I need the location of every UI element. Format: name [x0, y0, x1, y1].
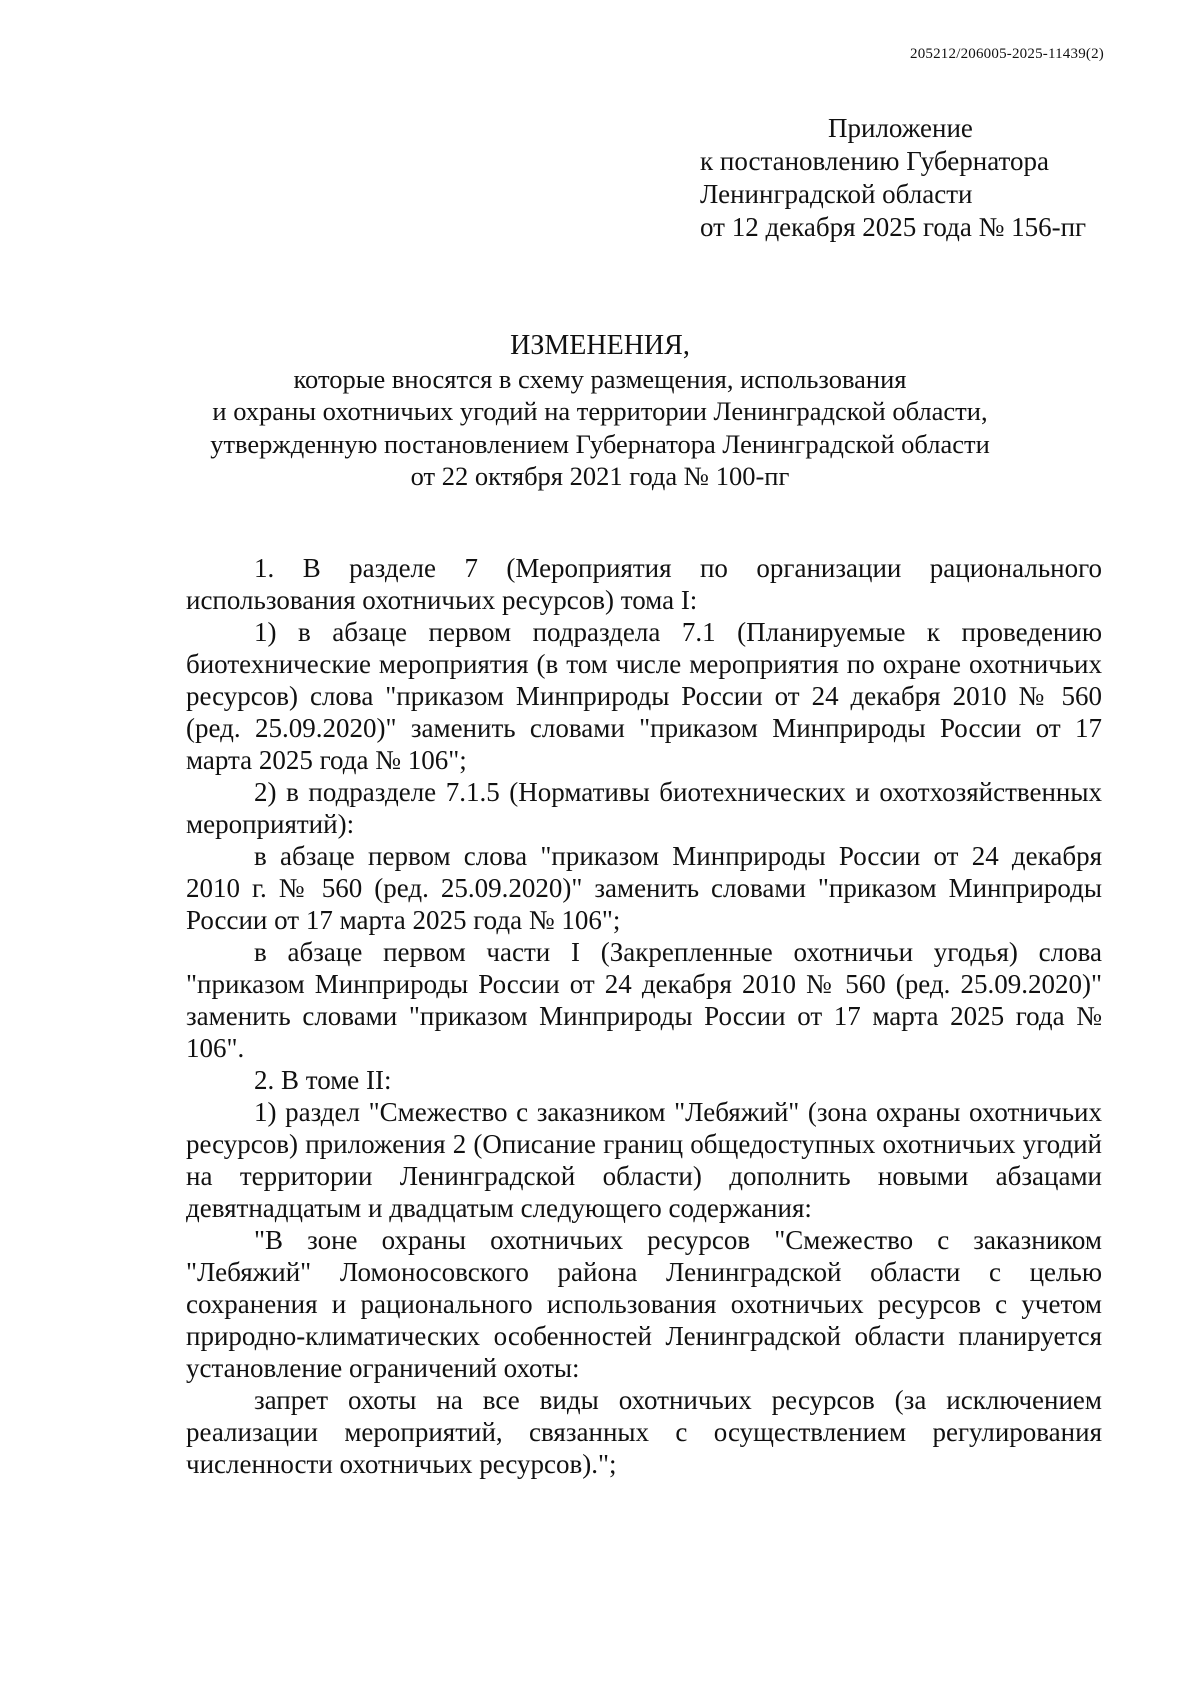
- paragraph-item-1-2: 2) в подразделе 7.1.5 (Нормативы биотехнических и охотхозяйственных мероприятий):: [186, 777, 1102, 839]
- document-registration-number: 205212/206005-2025-11439(2): [910, 46, 1104, 62]
- paragraph-quote-2: запрет охоты на все виды охотничьих ресурсов (за исключением реализации мероприятий, связанных с осуществлением регулирования численности охотничьих ресурсов).";: [186, 1385, 1102, 1479]
- appendix-line-region: Ленинградской области: [700, 179, 973, 209]
- appendix-block: [700, 112, 1086, 244]
- appendix-line-decree: к постановлению Губернатора: [700, 146, 1049, 176]
- appendix-line-date: от 12 декабря 2025 года № 156-пг: [700, 212, 1087, 242]
- document-body: [186, 552, 1102, 1480]
- paragraph-item-1-1: 1) в абзаце первом подраздела 7.1 (Планируемые к проведению биотехнические мероприятия (в том числе мероприятия по охране охотничьих ресурсов) слова "приказом Минприроды России от 24 декабря 2010 № 560 (ред. 25.09.2020)" заменить словами "приказом Минприроды России от 17 марта 2025 года № 106";: [186, 617, 1102, 775]
- paragraph-section-1: 1. В разделе 7 (Мероприятия по организации рационального использования охотничьих ресурсов) тома I:: [186, 553, 1102, 615]
- document-title: ИЗМЕНЕНИЯ,: [510, 330, 690, 361]
- paragraph-item-1-2-b: в абзаце первом части I (Закрепленные охотничьи угодья) слова "приказом Минприроды России от 24 декабря 2010 № 560 (ред. 25.09.2020)" заменить словами "приказом Минприроды России от 17 марта 2025 года № 106".: [186, 937, 1102, 1063]
- paragraph-section-2: 2. В томе II:: [254, 1065, 392, 1095]
- document-subtitle-line-3: утвержденную постановлением Губернатора Ленинградской области: [210, 428, 990, 459]
- document-subtitle-line-4: от 22 октября 2021 года № 100-пг: [410, 461, 790, 491]
- document-subtitle-line-1: которые вносятся в схему размещения, использования: [293, 363, 907, 394]
- paragraph-item-2-1: 1) раздел "Смежество с заказником "Лебяжий" (зона охраны охотничьих ресурсов) приложения 2 (Описание границ общедоступных охотничьих угодий на территории Ленинградской области) дополнить новыми абзацами девятнадцатым и двадцатым следующего содержания:: [186, 1097, 1102, 1223]
- document-title-block: [0, 330, 1200, 493]
- paragraph-item-1-2-a: в абзаце первом слова "приказом Минприроды России от 24 декабря 2010 г. № 560 (ред. 25.09.2020)" заменить словами "приказом Минприроды России от 17 марта 2025 года № 106";: [186, 841, 1102, 935]
- appendix-title: Приложение: [828, 113, 973, 143]
- document-subtitle-line-2: и охраны охотничьих угодий на территории Ленинградской области,: [212, 396, 988, 426]
- paragraph-quote-1: "В зоне охраны охотничьих ресурсов "Смежество с заказником "Лебяжий" Ломоносовского района Ленинградской области с целью сохранения и рационального использования охотничьих ресурсов с учетом природно-климатических особенностей Ленинградской области планируется установление ограничений охоты:: [186, 1225, 1102, 1383]
